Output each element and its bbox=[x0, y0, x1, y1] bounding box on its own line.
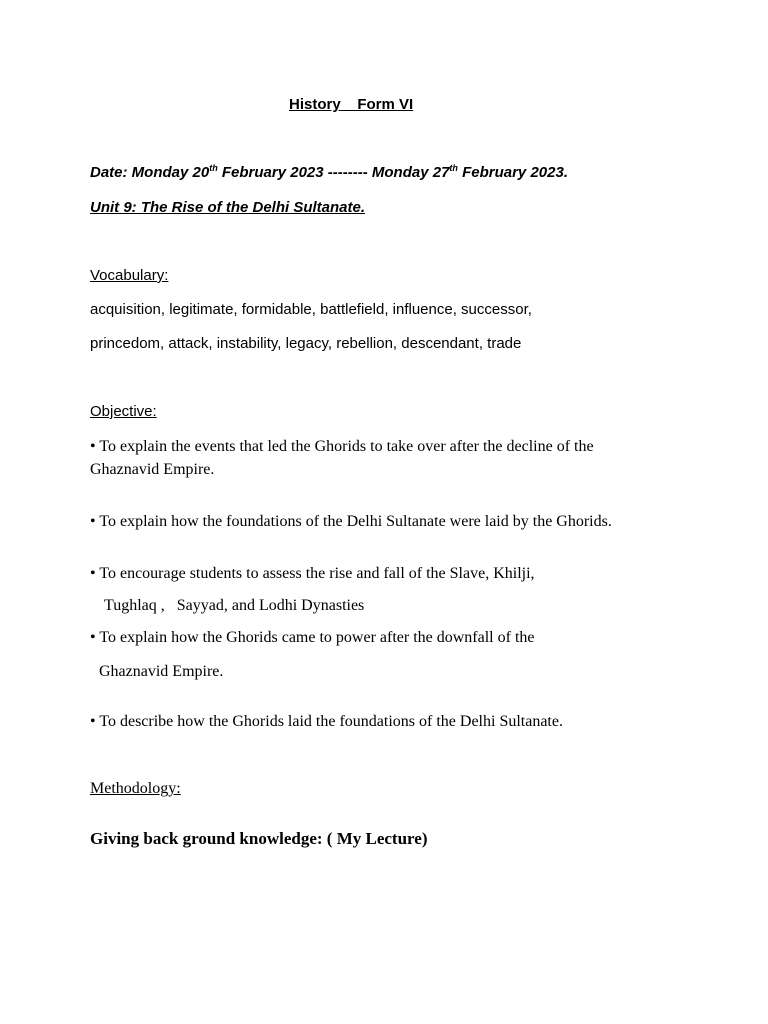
objective-heading: Objective: bbox=[90, 403, 157, 420]
objective-item: • To explain the events that led the Ghorids to take over after the decline of the bbox=[90, 438, 594, 455]
vocabulary-heading: Vocabulary: bbox=[90, 267, 169, 284]
objective-item-continuation: Ghaznavid Empire. bbox=[99, 663, 224, 680]
objective-item: • To encourage students to assess the rise and fall of the Slave, Khilji, bbox=[90, 565, 535, 582]
date-end-suffix: th bbox=[449, 163, 458, 173]
objective-item-continuation: Ghaznavid Empire. bbox=[90, 461, 215, 478]
objective-item-continuation: Tughlaq , Sayyad, and Lodhi Dynasties bbox=[104, 597, 365, 614]
date-middle: February 2023 -------- Monday 27 bbox=[217, 164, 450, 181]
header-subject: History bbox=[289, 96, 341, 113]
objective-item: • To explain how the foundations of the Delhi Sultanate were laid by the Ghorids. bbox=[90, 513, 612, 530]
date-line bbox=[90, 164, 568, 182]
document-header bbox=[289, 96, 413, 114]
date-end: February 2023. bbox=[457, 164, 568, 181]
header-form: Form VI bbox=[357, 96, 414, 113]
methodology-heading: Methodology: bbox=[90, 780, 181, 797]
vocabulary-line-1: acquisition, legitimate, formidable, battlefield, influence, successor, bbox=[90, 301, 532, 318]
vocabulary-line-2: princedom, attack, instability, legacy, rebellion, descendant, trade bbox=[90, 335, 522, 352]
objective-item: • To explain how the Ghorids came to power after the downfall of the bbox=[90, 629, 535, 646]
methodology-subheading: Giving back ground knowledge: ( My Lecture) bbox=[90, 829, 428, 848]
unit-title: Unit 9: The Rise of the Delhi Sultanate. bbox=[90, 199, 366, 216]
date-start-suffix: th bbox=[209, 163, 218, 173]
objective-item: • To describe how the Ghorids laid the foundations of the Delhi Sultanate. bbox=[90, 713, 563, 730]
date-start: Date: Monday 20 bbox=[90, 164, 210, 181]
